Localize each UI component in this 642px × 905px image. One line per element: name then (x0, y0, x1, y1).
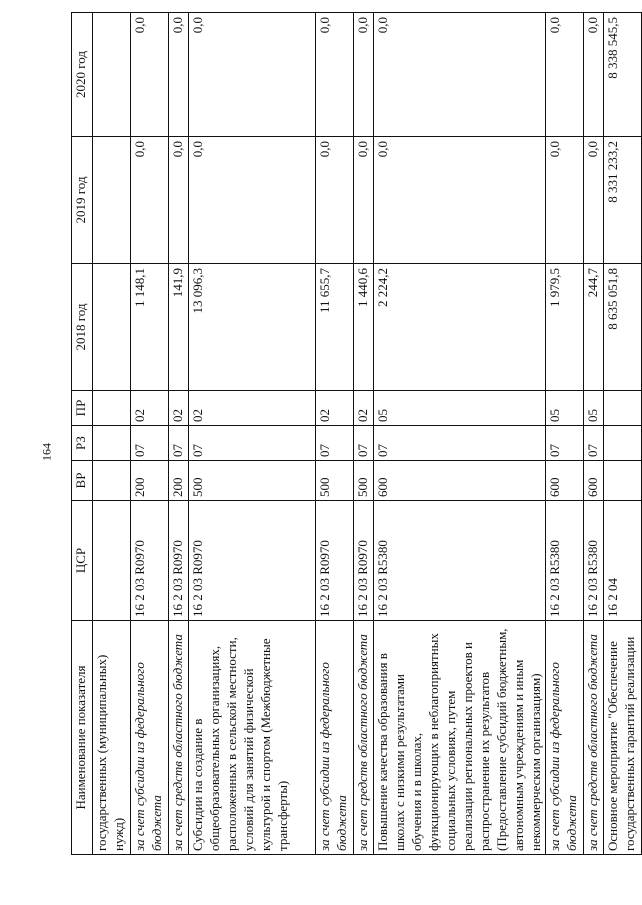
cell-csr: 16 2 03 R5380 (374, 501, 546, 621)
cell-2020: 8 338 545,5 (604, 13, 642, 137)
cell-vr: 600 (584, 461, 604, 501)
cell-2018: 8 635 051,8 (604, 264, 642, 391)
cell-vr: 600 (374, 461, 546, 501)
cell-2020: 0,0 (169, 13, 189, 137)
cell-name: за счет средств областного бюджета (354, 621, 374, 855)
cell-pr: 02 (354, 391, 374, 426)
table-row (131, 13, 169, 855)
cell-rz: 07 (374, 426, 546, 461)
cell-pr: 02 (189, 391, 316, 426)
cell-csr: 16 2 03 R0970 (189, 501, 316, 621)
cell-csr: 16 2 03 R0970 (316, 501, 354, 621)
page-number: 164 (39, 443, 54, 461)
cell-2018 (93, 264, 131, 391)
header-2018: 2018 год (72, 264, 93, 391)
cell-2018: 1 148,1 (131, 264, 169, 391)
table-row (354, 13, 374, 855)
cell-rz (604, 426, 642, 461)
cell-name: за счет средств областного бюджета (584, 621, 604, 855)
cell-name: Основное мероприятие "Обеспечение государственных гарантий реализации (604, 621, 642, 855)
table-row (189, 13, 316, 855)
cell-2018: 1 979,5 (546, 264, 584, 391)
cell-csr (93, 501, 131, 621)
cell-2020: 0,0 (189, 13, 316, 137)
table-row (316, 13, 354, 855)
cell-2019 (93, 137, 131, 264)
cell-rz: 07 (354, 426, 374, 461)
cell-rz: 07 (584, 426, 604, 461)
cell-2020 (93, 13, 131, 137)
cell-name: за счет субсидии из федерального бюджета (316, 621, 354, 855)
cell-rz (93, 426, 131, 461)
cell-pr: 02 (131, 391, 169, 426)
cell-csr: 16 2 03 R5380 (584, 501, 604, 621)
cell-rz: 07 (546, 426, 584, 461)
cell-vr: 200 (169, 461, 189, 501)
cell-2019: 0,0 (354, 137, 374, 264)
cell-pr: 05 (584, 391, 604, 426)
cell-2020: 0,0 (354, 13, 374, 137)
cell-2019: 0,0 (584, 137, 604, 264)
cell-vr: 200 (131, 461, 169, 501)
cell-pr (93, 391, 131, 426)
header-rz: РЗ (72, 426, 93, 461)
cell-2019: 0,0 (374, 137, 546, 264)
cell-2019: 0,0 (316, 137, 354, 264)
cell-2018: 1 440,6 (354, 264, 374, 391)
cell-2019: 0,0 (546, 137, 584, 264)
cell-vr (604, 461, 642, 501)
header-2020: 2020 год (72, 13, 93, 137)
header-csr: ЦСР (72, 501, 93, 621)
cell-pr: 02 (316, 391, 354, 426)
cell-pr: 02 (169, 391, 189, 426)
table-header-row (72, 13, 93, 855)
cell-2020: 0,0 (546, 13, 584, 137)
cell-2020: 0,0 (316, 13, 354, 137)
cell-pr: 05 (374, 391, 546, 426)
cell-vr: 500 (316, 461, 354, 501)
cell-name: за счет субсидии из федерального бюджета (546, 621, 584, 855)
cell-name: Повышение качества образования в школах с низкими результатами обучения и в школах, функционирующих в неблагоприятных социальных условиях, путем реализации региональных проектов и распространение их результатов (Предоставление субсидий бюджетным, автономным учреждениям и иным некоммерческим организациям) (374, 621, 546, 855)
cell-rz: 07 (131, 426, 169, 461)
cell-vr: 600 (546, 461, 584, 501)
cell-csr: 16 2 03 R0970 (169, 501, 189, 621)
cell-2019: 0,0 (131, 137, 169, 264)
budget-table (71, 12, 642, 855)
cell-rz: 07 (189, 426, 316, 461)
cell-vr: 500 (189, 461, 316, 501)
cell-name: за счет субсидии из федерального бюджета (131, 621, 169, 855)
table-row (93, 13, 131, 855)
cell-2019: 0,0 (189, 137, 316, 264)
cell-2018: 13 096,3 (189, 264, 316, 391)
cell-pr: 05 (546, 391, 584, 426)
cell-name: за счет средств областного бюджета (169, 621, 189, 855)
cell-rz: 07 (316, 426, 354, 461)
cell-2018: 11 655,7 (316, 264, 354, 391)
cell-2019: 8 331 233,2 (604, 137, 642, 264)
table-row (169, 13, 189, 855)
table-row (584, 13, 604, 855)
cell-rz: 07 (169, 426, 189, 461)
cell-2020: 0,0 (374, 13, 546, 137)
table-row (546, 13, 584, 855)
cell-2020: 0,0 (584, 13, 604, 137)
header-vr: ВР (72, 461, 93, 501)
header-2019: 2019 год (72, 137, 93, 264)
cell-pr (604, 391, 642, 426)
cell-csr: 16 2 03 R0970 (131, 501, 169, 621)
cell-csr: 16 2 03 R5380 (546, 501, 584, 621)
rotated-page (71, 13, 637, 855)
cell-csr: 16 2 04 (604, 501, 642, 621)
cell-2018: 2 224,2 (374, 264, 546, 391)
header-name: Наименование показателя (72, 621, 93, 855)
table-row (604, 13, 642, 855)
cell-vr (93, 461, 131, 501)
cell-2019: 0,0 (169, 137, 189, 264)
header-pr: ПР (72, 391, 93, 426)
cell-csr: 16 2 03 R0970 (354, 501, 374, 621)
table-row (374, 13, 546, 855)
cell-name: государственных (муниципальных) нужд) (93, 621, 131, 855)
cell-vr: 500 (354, 461, 374, 501)
cell-2018: 141,9 (169, 264, 189, 391)
cell-2018: 244,7 (584, 264, 604, 391)
cell-2020: 0,0 (131, 13, 169, 137)
cell-name: Субсидии на создание в общеобразовательных организациях, расположенных в сельской местности, условий для занятий физической культурой и спортом (Межбюджетные трансферты) (189, 621, 316, 855)
